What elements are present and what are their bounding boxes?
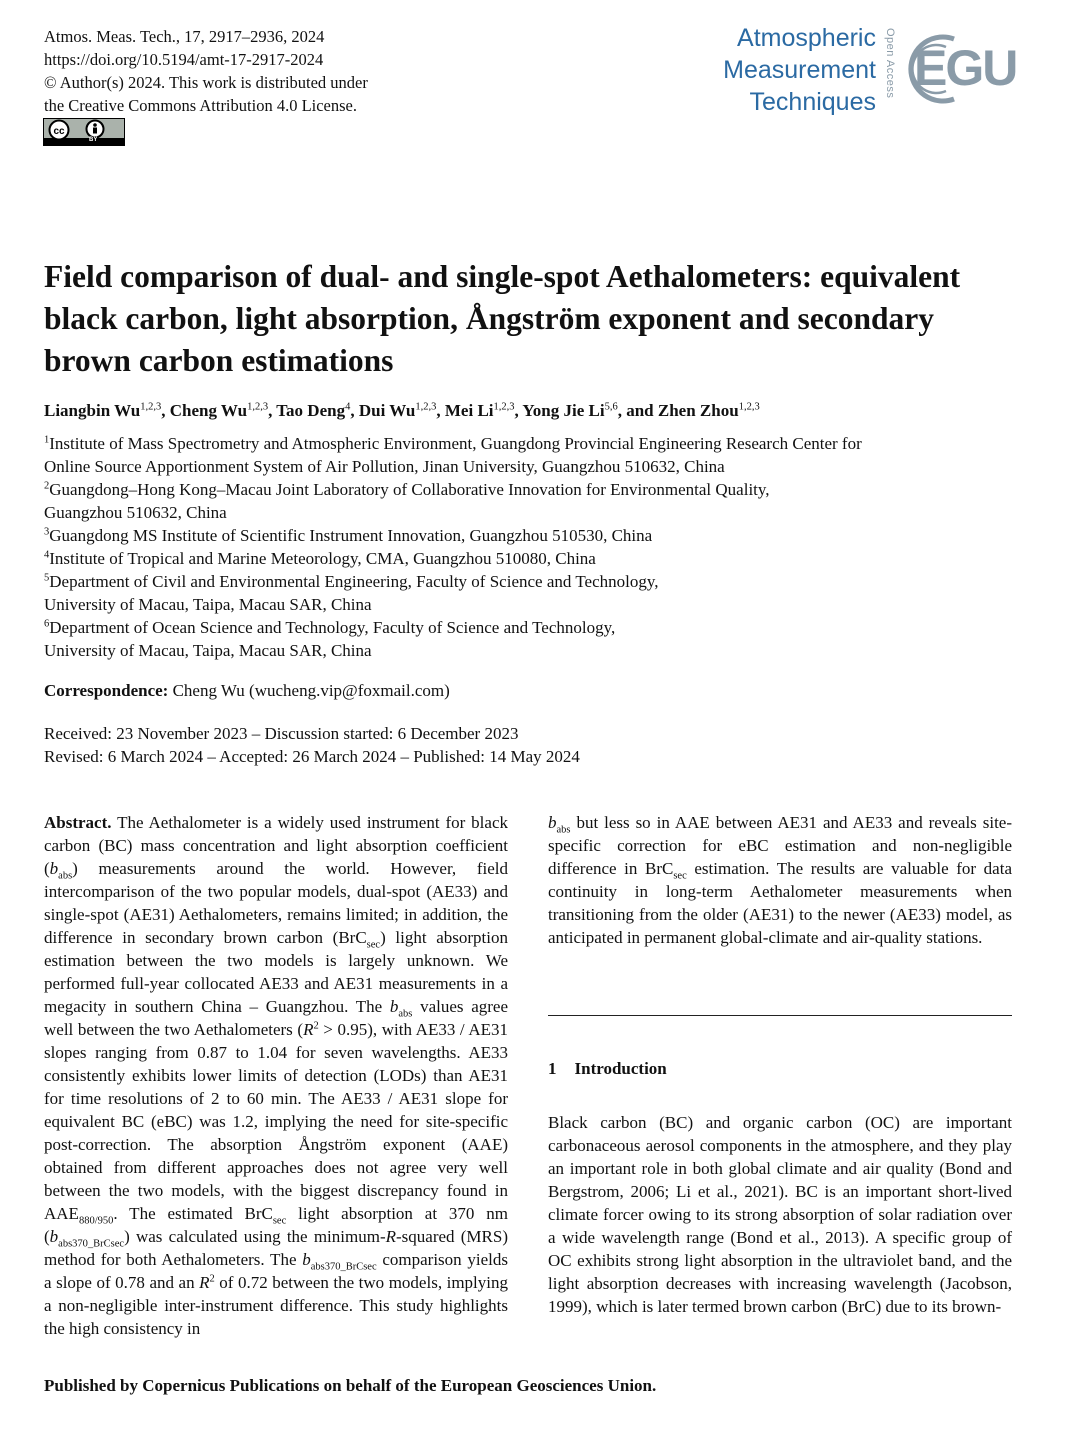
page-footer: Published by Copernicus Publications on behalf of the European Geosciences Union. [44, 1376, 657, 1395]
correspondence-text[interactable]: Cheng Wu (wucheng.vip@foxmail.com) [168, 681, 450, 700]
abstract-text: Abstract. The Aethalometer is a widely used instrument for black carbon (BC) mass concentration and light absorption coefficient $(b_{abs})$ measurements around the world. However, field intercomparison of the two popular models, dual-spot (AE33) and single-spot (AE31) Aethalometers, remains limited; in addition, the difference in secondary brown carbon (BrC$_{sec}$) light absorption estimation between the two models is largely unknown. We performed full-year collocated AE33 and AE31 measurements in a megacity in southern China – Guangzhou. The $b_{abs}$ values agree well between the two Aethalometers $(R^2 > 0.95)$, with AE33 / AE31 slopes ranging from 0.87 to 1.04 for seven wavelengths. AE33 consistently exhibits lower limits of detection (LODs) than AE31 for time resolutions of 2 to 60 min. The AE33 / AE31 slope for equivalent BC (eBC) was 1.2, implying the need for site-specific post-correction. The absorption Ångström exponent (AAE) obtained from different approaches does not agree very well between the two models, with the biggest discrepancy found in $AAE_{880/950}$. The estimated BrC$_{sec}$ light absorption at 370 nm $(b_{abs370\_BrCsec})$ was calculated using the minimum-R-squared (MRS) method for both Aethalometers. The $b_{abs370\_BrCsec}$ comparison yields a slope of 0.78 and an $R^2$ of 0.72 between the two models, implying a non-negligible inter-instrument difference. This study highlights the high consistency in [44, 813, 509, 1338]
cc-by-icon [43, 118, 125, 146]
affiliation-item: $^5$Department of Civil and Environmental Engineering, Faculty of Science and Technology, [44, 572, 659, 591]
affiliation-item: $^6$Department of Ocean Science and Technology, Faculty of Science and Technology, [44, 618, 616, 637]
introduction-paragraph: Black carbon (BC) and organic carbon (OC) are important carbonaceous aerosol components in the atmosphere, and they play an important role in both global climate and air quality (Bond and Bergstrom, 2006; Li et al., 2021). BC is an important short-lived climate forcer owing to its strong absorption of solar radiation over a wide wavelength range (Bond et al., 2013). A specific group of OC exhibits strong light absorption in the ultraviolet band, and the light absorption decreases with increasing wavelength (Jacobson, 1999), which is later termed brown carbon (BrC) due to its brown- [548, 1113, 1012, 1316]
section-divider [548, 1015, 1012, 1016]
dates-line1: Received: 23 November 2023 – Discussion started: 6 December 2023 [44, 724, 519, 743]
title-line2: black carbon, light absorption, Ångström exponent and secondary [44, 301, 934, 336]
author-name: Mei Li [444, 401, 494, 420]
affiliation-item-cont: Guangzhou 510632, China [44, 503, 227, 522]
introduction-text [548, 1111, 1012, 1318]
journal-name-line1: Atmospheric [737, 24, 876, 52]
paper-title [44, 256, 1044, 382]
affiliation-item: $^1$Institute of Mass Spectrometry and Atmospheric Environment, Guangdong Provincial Engineering Research Center for [44, 434, 862, 453]
correspondence-label: Correspondence: [44, 681, 169, 700]
affiliation-item-cont: Online Source Apportionment System of Air Pollution, Jinan University, Guangzhou 510632, China [44, 457, 725, 476]
author-name: Tao Deng [276, 401, 346, 420]
title-line1: Field comparison of dual- and single-spot Aethalometers: equivalent [44, 259, 961, 294]
cc-by-badge[interactable] [43, 118, 125, 146]
egu-logo-text: EGU [914, 40, 1017, 96]
correspondence [44, 679, 450, 702]
author-name: Liangbin Wu [44, 401, 141, 420]
copyright-line: © Author(s) 2024. This work is distributed under [44, 73, 368, 92]
affiliation-item: $^2$Guangdong–Hong Kong–Macau Joint Laboratory of Collaborative Innovation for Environmental Quality, [44, 480, 770, 499]
author-list: Liangbin Wu$^{1,2,3}$, Cheng Wu$^{1,2,3}$, Tao Deng$^4$, Dui Wu$^{1,2,3}$, Mei Li$^{1,2,3}$, Yong Jie Li$^{5,6}$, and Zhen Zhou$^{1,2,3}$ [44, 401, 760, 420]
page-header [44, 25, 368, 117]
affiliation-item: $^3$Guangdong MS Institute of Scientific Instrument Innovation, Guangzhou 510530, China [44, 526, 653, 545]
section-number: 1 [548, 1059, 557, 1078]
affiliation-item-cont: University of Macau, Taipa, Macau SAR, China [44, 641, 372, 660]
author-name: Cheng Wu [169, 401, 248, 420]
author-name: Zhen Zhou [657, 401, 739, 420]
doi-link[interactable]: https://doi.org/10.5194/amt-17-2917-2024 [44, 50, 324, 69]
author-name: Dui Wu [358, 401, 416, 420]
journal-name-line3: Techniques [749, 88, 876, 116]
section-title: Introduction [574, 1059, 667, 1078]
title-line3: brown carbon estimations [44, 343, 394, 378]
journal-name [640, 22, 876, 118]
publication-dates [44, 722, 580, 768]
abstract-label: Abstract. [44, 813, 112, 832]
affiliation-item: $^4$Institute of Tropical and Marine Meteorology, CMA, Guangzhou 510080, China [44, 549, 596, 568]
affiliations [44, 432, 1044, 662]
open-access-label: Open Access [884, 28, 896, 99]
journal-name-line2: Measurement [723, 56, 876, 84]
license-line: the Creative Commons Attribution 4.0 License. [44, 96, 357, 115]
abstract-right-column [548, 811, 1012, 949]
abstract-text-cont: $b_{abs}$ but less so in AAE between AE31 and AE33 and reveals site-specific correction for eBC estimation and non-negligible difference in BrC$_{sec}$ estimation. The results are valuable for data continuity in long-term Aethalometer measurements when transitioning from the older (AE31) to the newer (AE33) model, as anticipated in permanent global-climate and air-quality stations. [548, 813, 1012, 947]
dates-line2: Revised: 6 March 2024 – Accepted: 26 March 2024 – Published: 14 May 2024 [44, 747, 580, 766]
egu-logo [904, 25, 1017, 113]
author-name: Yong Jie Li [522, 401, 605, 420]
introduction-heading [548, 1059, 667, 1079]
svg-text:cc: cc [53, 126, 65, 137]
affiliation-item-cont: University of Macau, Taipa, Macau SAR, China [44, 595, 372, 614]
citation: Atmos. Meas. Tech., 17, 2917–2936, 2024 [44, 27, 325, 46]
cc-by-label: BY [89, 137, 98, 143]
abstract-left-column [44, 811, 508, 1340]
